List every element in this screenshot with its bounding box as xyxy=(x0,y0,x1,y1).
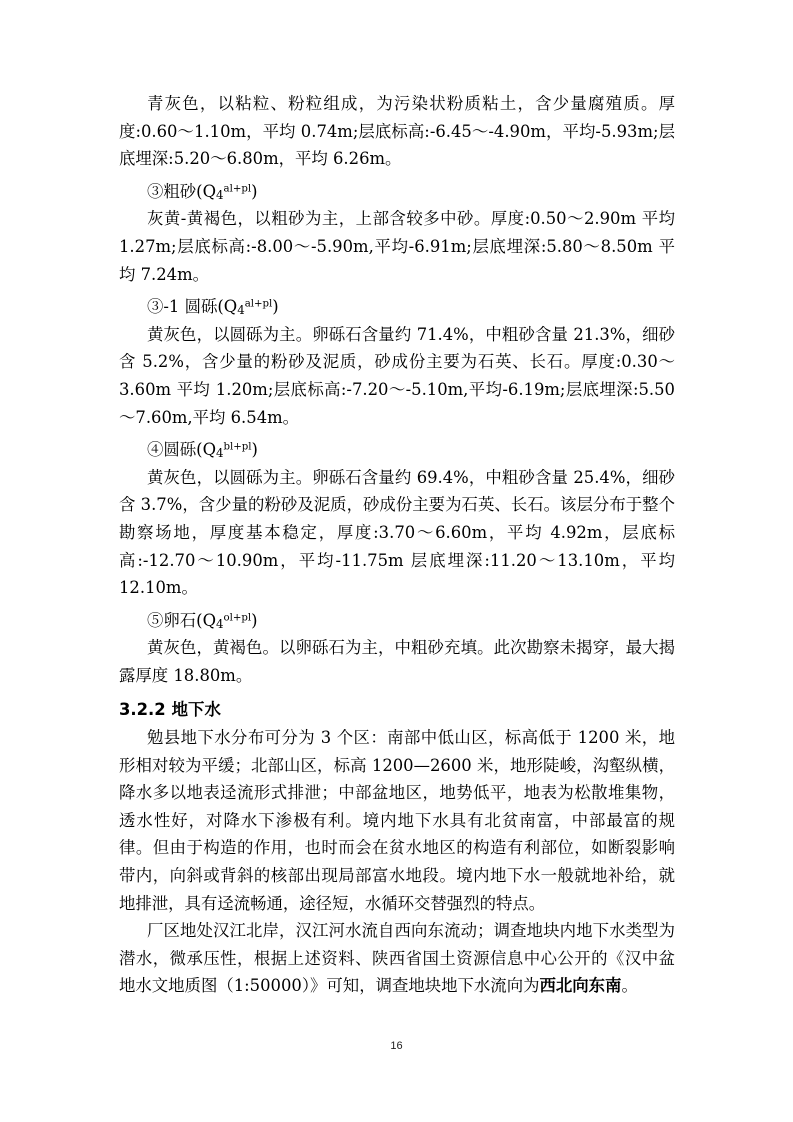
flow-text: 厂区地处汉江北岸，汉江河水流自西向东流动；调查地块内地下水类型为潜水，微承压性，根据上述资料、陕西省国土资源信息中心公开的《汉中盆地水文地质图（1:50000）》可知，调查地块地下水流向为 xyxy=(119,921,675,996)
layer-subscript: 4 xyxy=(216,445,224,460)
layer-heading-round-gravel xyxy=(119,436,675,464)
layer-heading-prefix: ④圆砾(Q xyxy=(147,440,217,460)
page-number: 16 xyxy=(390,1040,403,1052)
layer-heading-pebble xyxy=(119,607,675,635)
layer-superscript: al+pl xyxy=(244,298,273,310)
layer-heading-prefix: ③粗砂(Q xyxy=(147,181,217,201)
layer-heading-suffix: ) xyxy=(251,610,258,630)
layer-heading-coarse-sand xyxy=(119,178,675,206)
paragraph-groundwater-distribution: 勉县地下水分布可分为 3 个区：南部中低山区，标高低于 1200 米，地形相对较为平缓；北部山区，标高 1200—2600 米，地形陡峻，沟壑纵横，降水多以地表迳流形式排泄；中部盆地区，地势低平，地表为松散堆集物，透水性好，对降水下渗极有利。境内地下水具有北贫南富，中部最富的规律。但由于构造的作用，也时而会在贫水地区的构造有利部位，如断裂影响带内，向斜或背斜的核部出现局部富水地段。境内地下水一般就地补给，就地排泄，具有迳流畅通，途径短，水循环交替强烈的特点。 xyxy=(119,728,675,913)
layer-heading-suffix: ) xyxy=(272,297,279,317)
page-content xyxy=(119,90,675,1000)
flow-text-end: 。 xyxy=(621,976,638,996)
layer-subscript: 4 xyxy=(216,187,224,202)
layer-superscript: al+pl xyxy=(223,183,252,195)
layer-heading-suffix: ) xyxy=(251,181,258,201)
flow-direction: 西北向东南 xyxy=(539,976,622,996)
layer-superscript: bl+pl xyxy=(223,441,252,453)
layer-heading-round-gravel-1 xyxy=(119,293,675,321)
section-title: 地下水 xyxy=(171,700,221,720)
paragraph-silty-clay: 青灰色，以粘粒、粉粒组成，为污染状粉质粘土，含少量腐殖质。厚度:0.60～1.10m，平均 0.74m;层底标高:-6.45～-4.90m，平均-5.93m;层底埋深:5.20～6.80m，平均 6.26m。 xyxy=(119,94,675,169)
layer-heading-suffix: ) xyxy=(251,440,258,460)
section-heading xyxy=(119,696,675,724)
paragraph-coarse-sand: 灰黄-黄褐色，以粗砂为主，上部含较多中砂。厚度:0.50～2.90m 平均 1.27m;层底标高:-8.00～-5.90m,平均-6.91m;层底埋深:5.80～8.50m 平均 7.24m。 xyxy=(119,209,675,284)
section-number: 3.2.2 xyxy=(119,700,166,720)
layer-subscript: 4 xyxy=(216,616,224,631)
paragraph-pebble: 黄灰色，黄褐色。以卵砾石为主，中粗砂充填。此次勘察未揭穿，最大揭露厚度 18.80m。 xyxy=(119,638,675,685)
layer-subscript: 4 xyxy=(237,302,245,317)
paragraph-groundwater-flow xyxy=(119,917,675,1000)
layer-heading-prefix: ③-1 圆砾(Q xyxy=(147,297,238,317)
paragraph-round-gravel: 黄灰色，以圆砾为主。卵砾石含量约 69.4%，中粗砂含量 25.4%，细砂含 3.7%，含少量的粉砂及泥质，砂成份主要为石英、长石。该层分布于整个勘察场地，厚度基本稳定，厚度:3.70～6.60m，平均 4.92m，层底标高:-12.70～10.90m，平均-11.75m 层底埋深:11.20～13.10m，平均 12.10m。 xyxy=(119,467,675,598)
layer-superscript: ol+pl xyxy=(223,612,252,624)
paragraph-round-gravel-1: 黄灰色，以圆砾为主。卵砾石含量约 71.4%，中粗砂含量 21.3%，细砂含 5.2%，含少量的粉砂及泥质，砂成份主要为石英、长石。厚度:0.30～3.60m 平均 1.20m;层底标高:-7.20～-5.10m,平均-6.19m;层底埋深:5.50～7.60m,平均 6.54m。 xyxy=(119,324,675,427)
layer-heading-prefix: ⑤卵石(Q xyxy=(147,610,217,630)
